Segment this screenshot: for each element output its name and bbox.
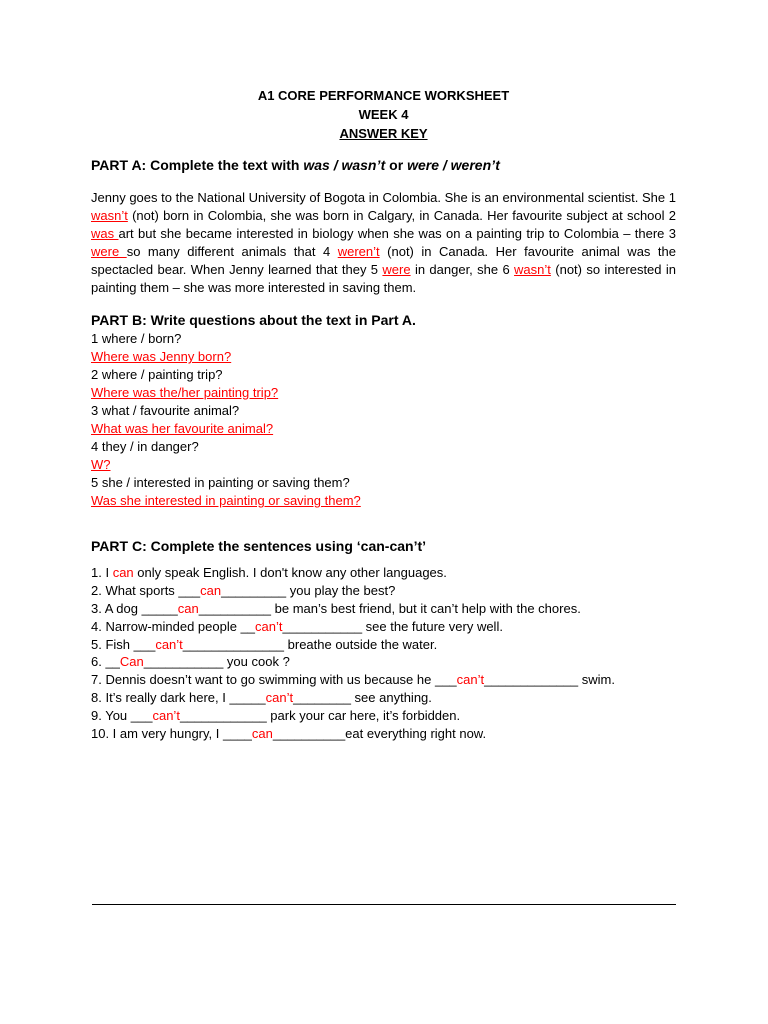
sentence-answer: can’t (456, 672, 485, 688)
sentence-answer: can’t (255, 618, 283, 634)
sentence-text: ___________ you cook ? (143, 654, 290, 670)
sentence-text: 7. Dennis doesn’t want to go swimming with us because he ___ (91, 672, 457, 688)
sentence-answer: can (112, 565, 134, 580)
sentence-text: 4. Narrow-minded people __ (91, 618, 256, 634)
sentence-item (91, 636, 676, 654)
sentence-text: ______________ breathe outside the water. (182, 636, 438, 652)
question-prompt: 1 where / born? (91, 331, 182, 346)
sentence-answer: can’t (265, 690, 294, 706)
question-answer: W? (91, 457, 111, 472)
sentence-text: 1. I (91, 565, 113, 580)
question-answer: Was she interested in painting or saving them? (91, 493, 361, 508)
title-line-1: A1 CORE PERFORMANCE WORKSHEET (257, 88, 510, 103)
paragraph-text: in danger, she 6 (410, 262, 515, 277)
question-answer: Where was the/her painting trip? (91, 385, 279, 400)
sentence-item (91, 564, 676, 582)
worksheet-page (91, 86, 676, 743)
paragraph-text: (not) born in Colombia, she was born in Calgary, in Canada. Her favourite subject at school 2 (127, 208, 676, 223)
paragraph-text: so many different animals that 4 (126, 244, 338, 259)
answer-6: wasn’t (514, 262, 551, 277)
sentence-item (91, 600, 676, 618)
sentence-text: 5. Fish ___ (91, 636, 156, 652)
worksheet-title (91, 86, 676, 143)
part-a-heading (91, 155, 676, 175)
sentence-answer: can (177, 600, 199, 616)
footer-divider (92, 904, 676, 905)
sentence-item (91, 707, 676, 725)
part-a-heading-was: was / wasn’t (303, 157, 386, 173)
sentence-text: 3. A dog _____ (91, 600, 178, 616)
question-prompt: 4 they / in danger? (91, 439, 199, 454)
question-prompt: 2 where / painting trip? (91, 367, 223, 382)
sentence-item (91, 653, 676, 671)
sentence-answer: can’t (152, 708, 180, 724)
paragraph-text: Jenny goes to the National University of Bogota in Colombia. She is an environmental scientist. She 1 (91, 190, 676, 205)
sentence-text: __________eat everything right now. (272, 726, 487, 742)
sentence-text: __________ be man’s best friend, but it can’t help with the chores. (198, 600, 581, 616)
part-a-heading-text: PART A: Complete the text with (91, 157, 304, 173)
question-prompt: 3 what / favourite animal? (91, 403, 240, 418)
part-b-list (91, 330, 676, 510)
sentence-text: ___________ see the future very well. (282, 618, 503, 634)
sentence-text: _________ you play the best? (221, 582, 396, 598)
part-c-heading: PART C: Complete the sentences using ‘can-can’t’ (91, 538, 427, 554)
part-a-paragraph (91, 189, 676, 297)
part-b-heading: PART B: Write questions about the text in Part A. (91, 312, 416, 328)
answer-3: were (91, 244, 127, 259)
sentence-text: ________ see anything. (293, 690, 432, 706)
sentence-text: _____________ swim. (484, 672, 615, 688)
sentence-item (91, 689, 676, 707)
answer-key-label: ANSWER KEY (339, 126, 428, 141)
sentence-answer: can’t (155, 636, 183, 652)
paragraph-text: (not) so interested in painting them – she was more interested in saving them. (91, 262, 676, 295)
answer-4: weren’t (337, 244, 380, 259)
answer-2: was (91, 226, 119, 241)
question-answer: What was her favourite animal? (91, 421, 274, 436)
sentence-text: only speak English. I don't know any other languages. (133, 565, 447, 580)
question-answer: Where was Jenny born? (91, 349, 232, 364)
answer-1: wasn’t (91, 208, 128, 223)
sentence-answer: can (200, 582, 222, 598)
sentence-answer: can (251, 726, 273, 742)
answer-5: were (382, 262, 411, 277)
sentence-item (91, 671, 676, 689)
part-c-list (91, 564, 676, 743)
sentence-item (91, 582, 676, 600)
sentence-text: 2. What sports ___ (91, 582, 201, 598)
paragraph-text: (not) in Canada. Her favourite animal was the spectacled bear. When Jenny learned that they 5 (91, 244, 677, 277)
part-a-heading-were: were / weren’t (407, 157, 500, 173)
sentence-item (91, 618, 676, 636)
sentence-text: 6. __ (91, 654, 120, 670)
sentence-text: 10. I am very hungry, I ____ (91, 726, 252, 742)
sentence-text: 9. You ___ (91, 708, 153, 724)
sentence-item (91, 725, 676, 743)
part-a-heading-or: or (385, 157, 408, 173)
sentence-answer: Can (119, 654, 144, 670)
paragraph-text: art but she became interested in biology when she was on a painting trip to Colombia – there 3 (118, 226, 676, 241)
sentence-text: 8. It’s really dark here, I _____ (91, 690, 266, 706)
title-line-2: WEEK 4 (358, 107, 409, 122)
sentence-text: ____________ park your car here, it’s forbidden. (179, 708, 461, 724)
question-prompt: 5 she / interested in painting or saving them? (91, 475, 350, 490)
